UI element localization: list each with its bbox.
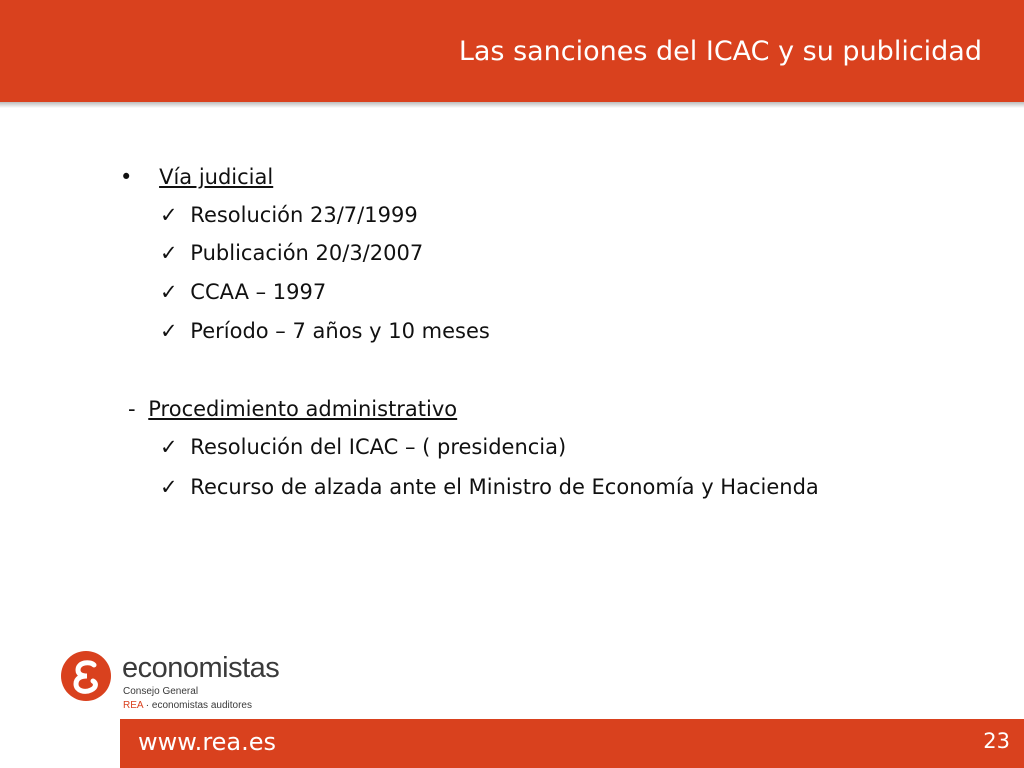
list-item-text: Resolución del ICAC – ( presidencia) — [190, 435, 567, 459]
economistas-logo — [60, 648, 320, 718]
checkmark-icon: ✓ — [160, 475, 178, 499]
checkmark-icon: ✓ — [160, 280, 178, 304]
dash-row-procedimiento — [128, 394, 457, 424]
checkmark-icon: ✓ — [160, 203, 178, 227]
checkmark-icon: ✓ — [160, 435, 178, 459]
list-item-text: Publicación 20/3/2007 — [190, 241, 424, 265]
checkmark-icon: ✓ — [160, 319, 178, 343]
section-label-procedimiento: Procedimiento administrativo — [148, 397, 458, 421]
checkmark-icon: ✓ — [160, 241, 178, 265]
list-item — [160, 200, 418, 230]
dash-marker: - — [128, 397, 136, 421]
footer-bar — [120, 719, 1024, 768]
list-item — [160, 432, 566, 462]
footer-url-link[interactable]: www.rea.es — [138, 728, 277, 756]
list-item — [160, 316, 490, 346]
page-number: 23 — [983, 729, 1010, 753]
list-item — [160, 472, 819, 502]
logo-tagline — [123, 700, 252, 711]
slide-title: Las sanciones del ICAC y su publicidad — [458, 36, 982, 67]
header-bar — [0, 0, 1024, 102]
list-item — [160, 277, 326, 307]
logo-subtitle: Consejo General — [123, 686, 199, 697]
list-item-text: Resolución 23/7/1999 — [190, 203, 418, 227]
bullet-icon: • — [120, 165, 133, 189]
economistas-logo-icon — [60, 650, 112, 702]
list-item — [160, 238, 423, 268]
section-label-via-judicial: Vía judicial — [159, 165, 274, 189]
list-item-text: Recurso de alzada ante el Ministro de Economía y Hacienda — [190, 475, 819, 499]
header-shadow — [0, 102, 1024, 108]
logo-wordmark: economistas — [122, 652, 280, 684]
logo-tagline-rea: REA — [123, 700, 144, 711]
list-item-text: Período – 7 años y 10 meses — [190, 319, 490, 343]
list-item-text: CCAA – 1997 — [190, 280, 327, 304]
logo-tagline-rest: · economistas auditores — [143, 700, 252, 711]
bullet-row-via-judicial — [120, 162, 273, 192]
